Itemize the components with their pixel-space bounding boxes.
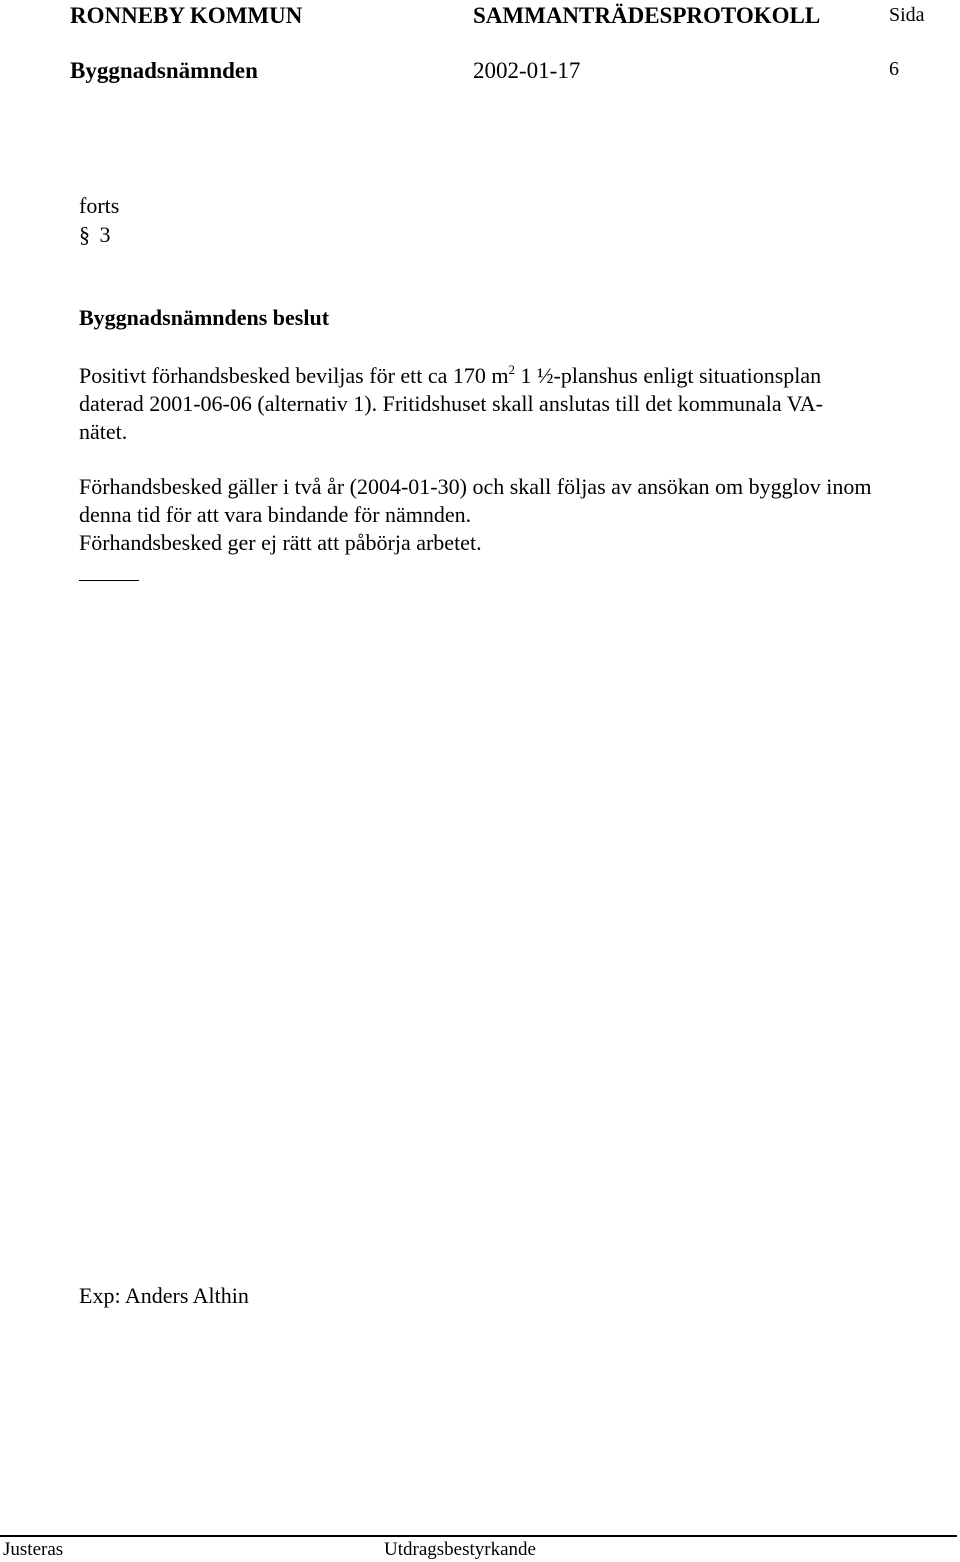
paragraph-2-line-2: denna tid för att vara bindande för nämnden.: [79, 502, 472, 527]
paragraph-1-line-3: nätet.: [79, 419, 128, 444]
footer-utdragsbestyrkande: Utdragsbestyrkande: [384, 1539, 536, 1560]
dispatch-note: Exp: Anders Althin: [79, 1283, 249, 1308]
document-type: SAMMANTRÄDESPROTOKOLL: [473, 3, 821, 28]
superscript-2: 2: [508, 362, 516, 377]
footer-justeras: Justeras: [3, 1539, 64, 1560]
paragraph-1-line-1: Positivt förhandsbesked beviljas för ett ca 170 $m^2$ 1 ½-planshus enligt situationsplan: [79, 362, 822, 388]
section-symbol: §: [79, 222, 90, 247]
decision-paragraph-2: [79, 473, 959, 557]
page-number: 6: [889, 58, 899, 80]
paragraph-1-line-2: daterad 2001-06-06 (alternativ 1). Fritidshuset skall anslutas till det kommunala VA-: [79, 391, 823, 416]
paragraph-2-line-3: Förhandsbesked ger ej rätt att påbörja arbetet.: [79, 530, 482, 555]
page-label: Sida: [889, 4, 925, 26]
footer-divider: [0, 1535, 957, 1537]
meeting-date: 2002-01-17: [473, 58, 581, 83]
section-marker: [79, 221, 111, 249]
decision-paragraph-1: [79, 362, 959, 446]
paragraph-2-line-1: Förhandsbesked gäller i två år (2004-01-30) och skall följas av ansökan om bygglov inom: [79, 474, 872, 499]
continued-label: forts: [79, 193, 120, 218]
section-number: 3: [99, 222, 111, 247]
section-end-rule: [79, 580, 139, 581]
decision-heading: Byggnadsnämndens beslut: [79, 305, 330, 330]
committee-name: Byggnadsnämnden: [70, 58, 258, 83]
municipality-name: RONNEBY KOMMUN: [70, 3, 303, 28]
